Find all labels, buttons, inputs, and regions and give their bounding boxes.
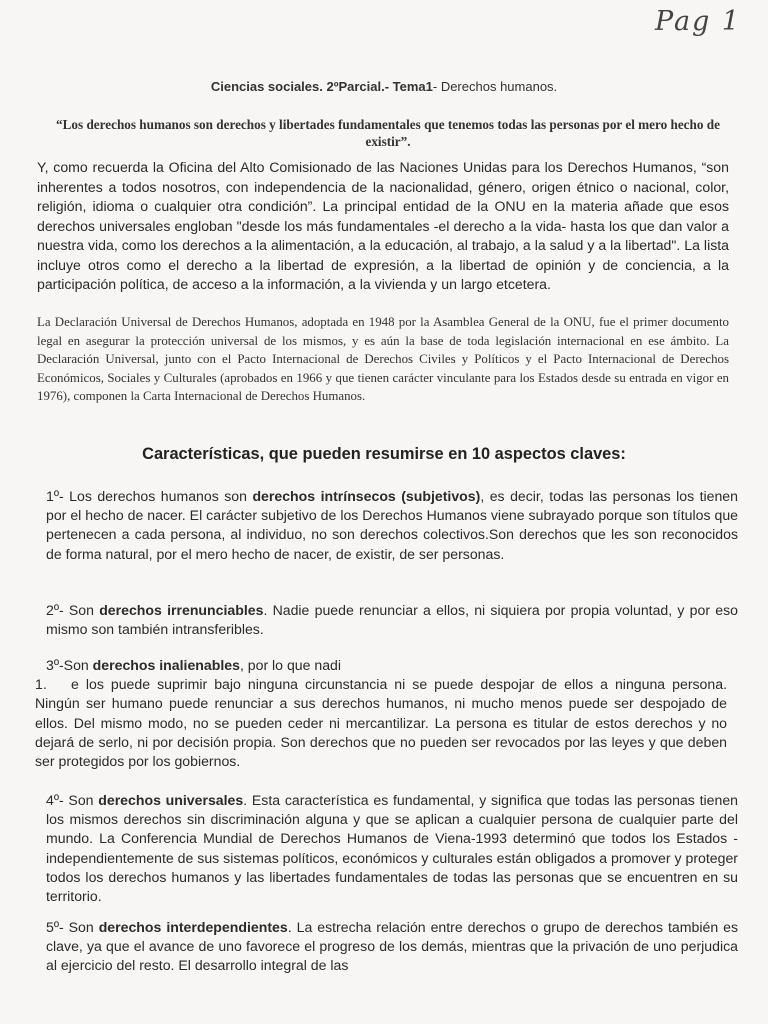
item-continuation-text: e los puede suprimir bajo ninguna circunstancia ni se puede despojar de ellos a ninguna persona. Ningún ser humano puede renunciar a sus derechos humanos, ni mucho menos puede ser despojado de ellos. Del mismo modo, no se pueden ceder ni mercantilizar. La persona es titular de estos derechos y no dejará de serlo, ni por decisión propia. Son derechos que no pueden ser revocados por las leyes y que deben ser protegidos por los gobiernos. bbox=[35, 676, 727, 770]
list-item-4 bbox=[35, 791, 738, 906]
paragraph-2: La Declaración Universal de Derechos Humanos, adoptada en 1948 por la Asamblea General de la ONU, fue el primer documento legal en asegurar la protección universal de los mismos, y es aún la base de toda legislación internacional en ese ámbito. La Declaración Universal, junto con el Pacto Internacional de Derechos Civiles y Políticos y el Pacto Internacional de Derechos Económicos, Sociales y Culturales (aprobados en 1966 y que tienen carácter vinculante para los Estados desde su entrada en vigor en 1976), componen la Carta Internacional de Derechos Humanos. bbox=[37, 315, 729, 404]
title-bold: Ciencias sociales. 2ºParcial.- Tema1 bbox=[210, 79, 433, 94]
item-text: , por lo que nadi bbox=[239, 657, 342, 673]
title-rest: - Derechos humanos. bbox=[432, 79, 558, 94]
paragraph-1: Y, como recuerda la Oficina del Alto Comisionado de las Naciones Unidas para los Derechos Humanos, “son inherentes a todos nosotros, con independencia de la nacionalidad, género, origen étnico o nacional, color, religión, idioma o cualquier otra condición”. La principal entidad de la ONU en la materia añade que esos derechos universales engloban "desde los más fundamentales -el derecho a la vida- hasta los que dan valor a nuestra vida, como los derechos a la alimentación, a la educación, al trabajo, a la salud y a la libertad". La lista incluye otros como el derecho a la libertad de expresión, a la libertad de opinión y de conciencia, a la participación política, de acceso a la información, a la vivienda y un largo etcetera. bbox=[37, 159, 729, 292]
item-bold: derechos universales bbox=[98, 792, 244, 808]
item-text: . La estrecha relación entre derechos o grupo de derechos también es clave, ya que el avance de uno favorece el progreso de los demás, mientras que la privación de uno perjudica al ejercicio del resto. El desarrollo integral de las bbox=[46, 919, 739, 974]
item-prefix: 4º- Son bbox=[46, 792, 99, 808]
item-bold: derechos interdependientes bbox=[98, 919, 288, 935]
item-prefix: 2º- Son bbox=[46, 602, 100, 618]
item-bold: derechos intrínsecos (subjetivos) bbox=[252, 488, 481, 504]
item-text: . Esta característica es fundamental, y significa que todas las personas tienen los mismos derechos sin discriminación alguna y que se aplican a cualquier persona de cualquier parte del mundo. La Conferencia Mundial de Derechos Humanos de Viena-1993 determinó que todos los Estados -independientemente de sus sistemas políticos, económicos y culturales están obligados a promover y proteger todos los derechos humanos y las libertades fundamentales de todas las personas que se encuentren en su territorio. bbox=[46, 792, 738, 905]
document-title bbox=[0, 79, 768, 94]
item-continuation bbox=[35, 675, 727, 771]
item-text: . Nadie puede renunciar a ellos, ni siquiera por propia voluntad, y por eso mismo son también intransferibles. bbox=[46, 602, 738, 638]
item-prefix: 3º-Son bbox=[46, 657, 93, 673]
item-prefix: 1º- Los derechos humanos son bbox=[46, 488, 253, 504]
list-item-1 bbox=[35, 487, 738, 564]
intro-quote: “Los derechos humanos son derechos y libertades fundamentales que tenemos todas las personas por el mero hecho de existir”. bbox=[56, 117, 720, 149]
list-item-2 bbox=[35, 601, 738, 639]
section-heading: Características, que pueden resumirse en 10 aspectos claves: bbox=[142, 445, 626, 463]
item-text: , es decir, todas las personas los tienen por el hecho de nacer. El carácter subjetivo de los Derechos Humanos viene subrayado porque son títulos que pertenecen a cada persona, al individuo, no son derechos colectivos.Son derechos que les son reconocidos de forma natural, por el mero hecho de nacer, de existir, de ser personas. bbox=[46, 488, 738, 562]
item-prefix: 5º- Son bbox=[46, 919, 99, 935]
item-bold: derechos inalienables bbox=[92, 657, 240, 673]
handwritten-page-note: Pag 1 bbox=[655, 6, 742, 37]
list-item-5 bbox=[35, 918, 738, 976]
list-item-3 bbox=[35, 656, 727, 771]
item-first-line bbox=[35, 656, 727, 675]
item-number: 1. bbox=[35, 676, 47, 693]
item-bold: derechos irrenunciables bbox=[99, 602, 264, 618]
